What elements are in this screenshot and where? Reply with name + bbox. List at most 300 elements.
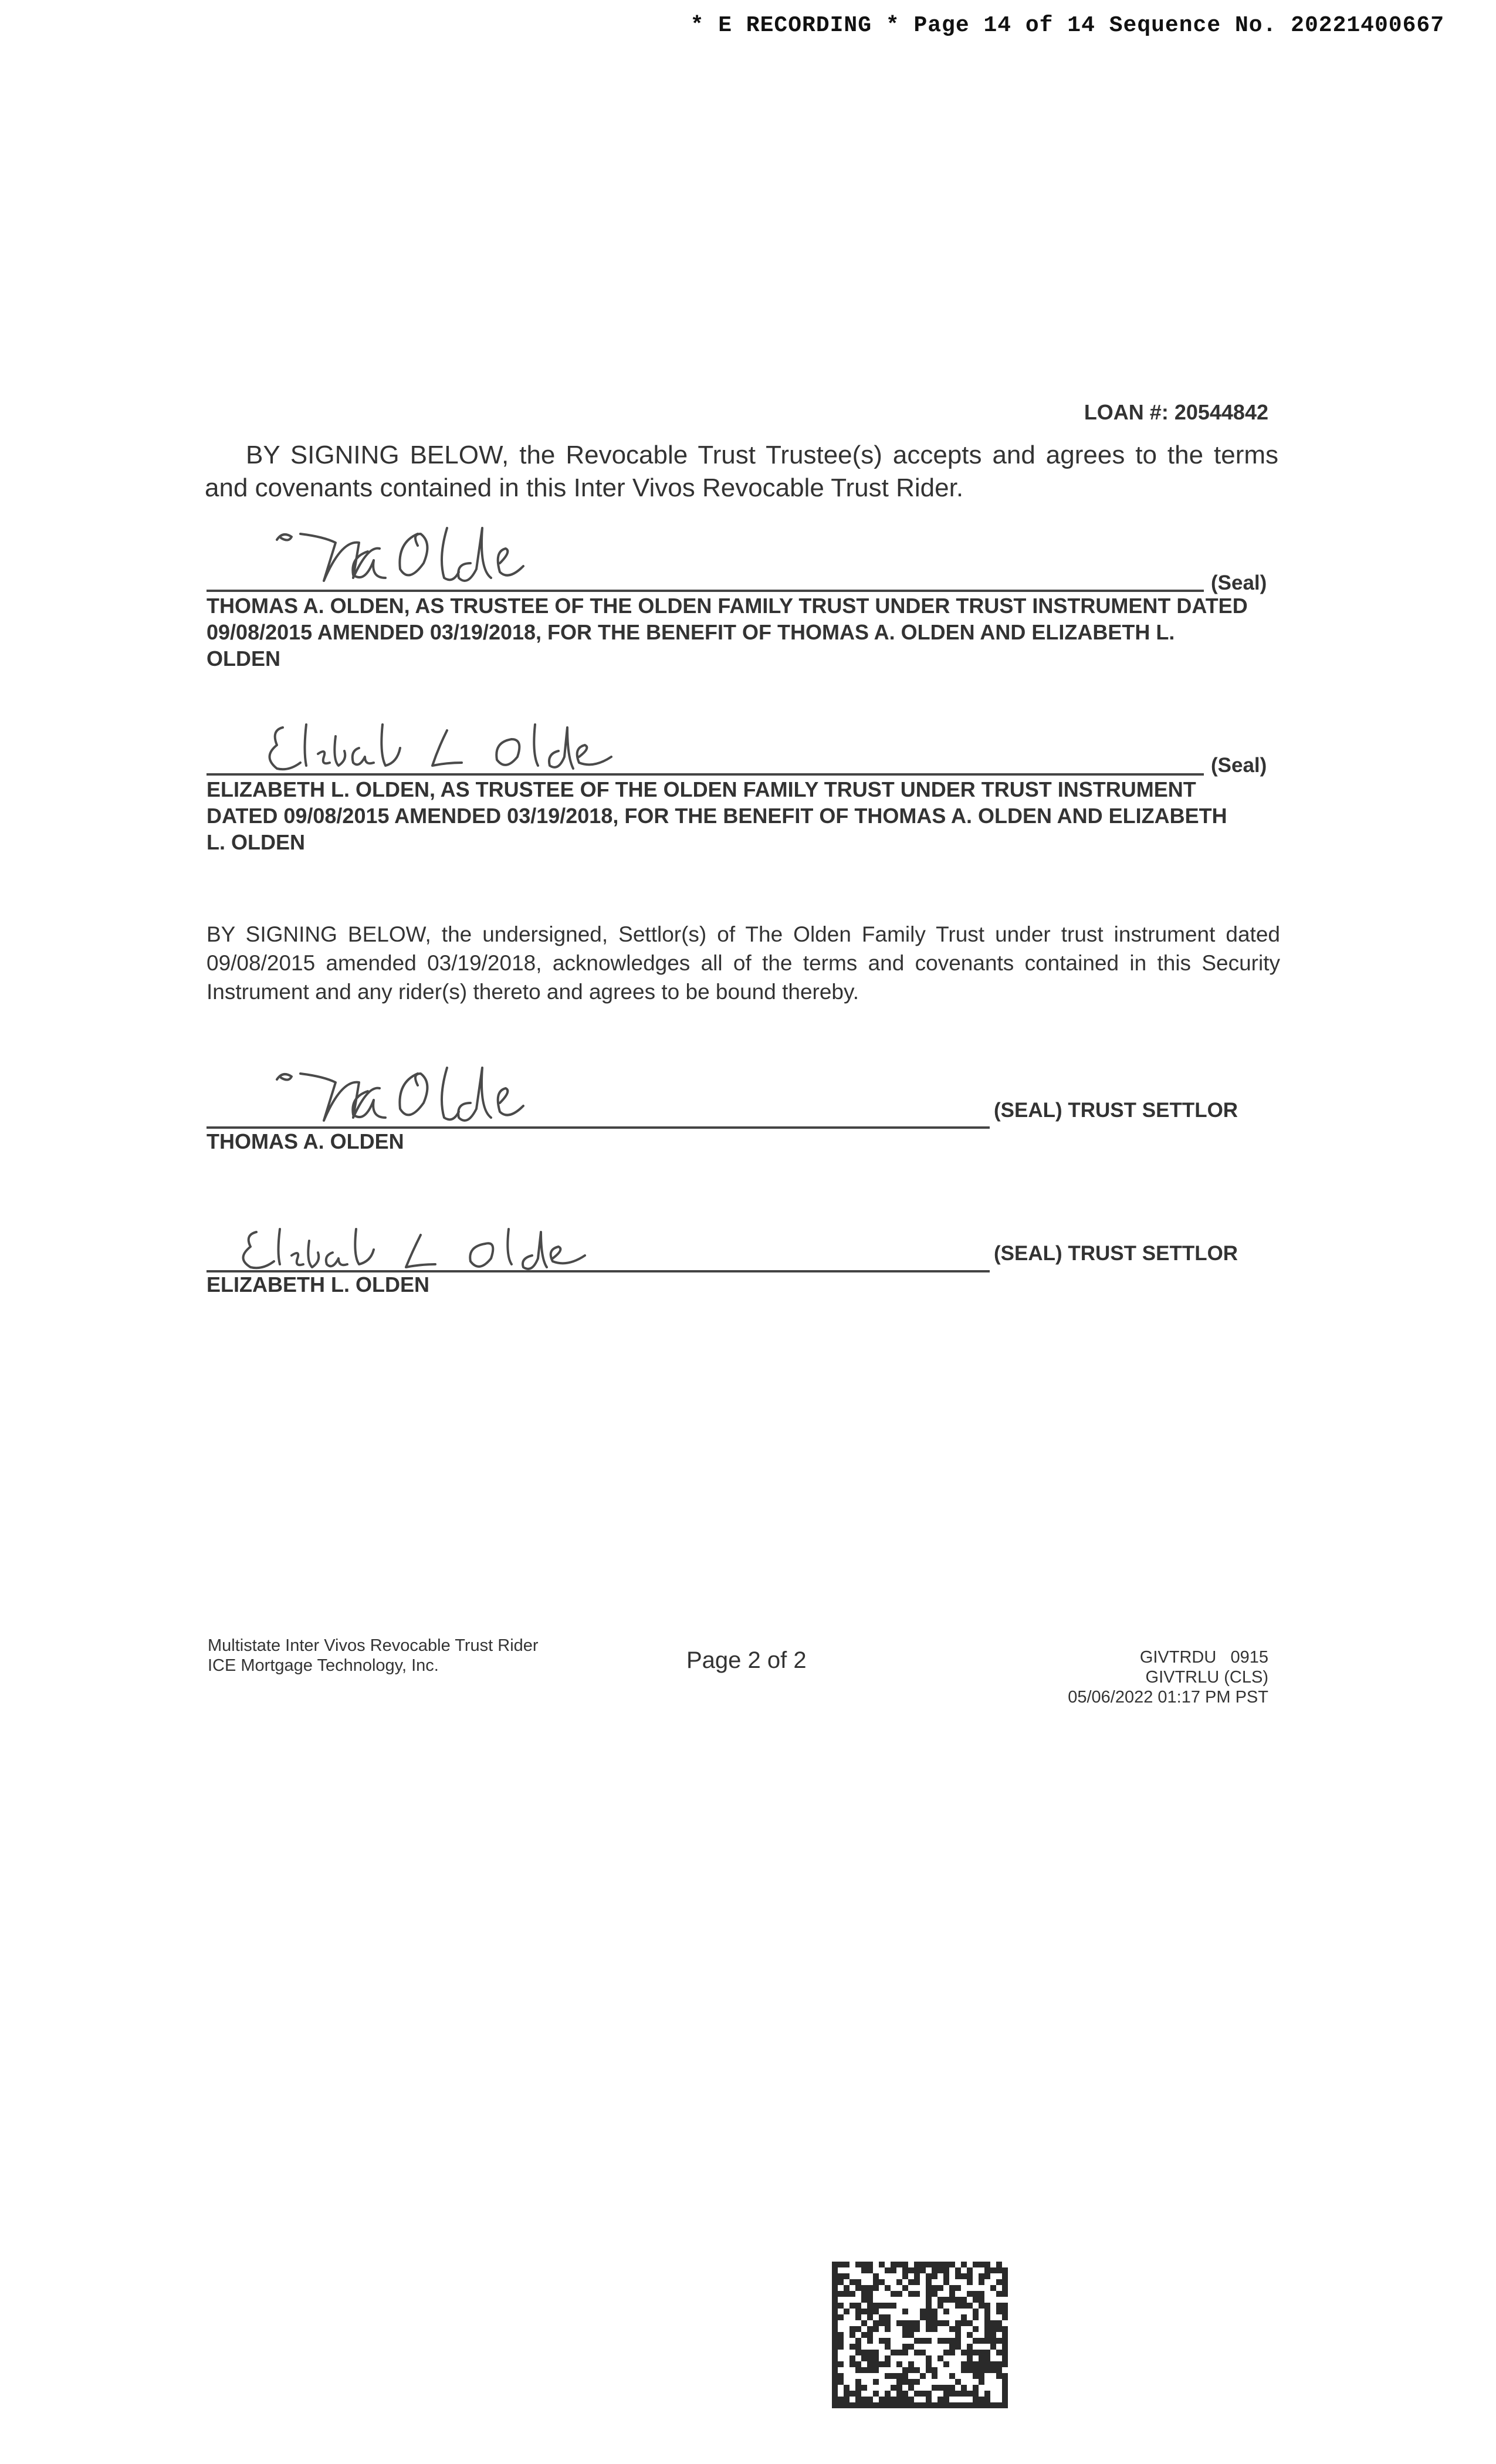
barcode-cell — [885, 2361, 891, 2367]
barcode-cell — [902, 2367, 908, 2373]
signature-line — [207, 590, 1204, 592]
barcode-cell — [973, 2314, 979, 2320]
barcode-cell — [955, 2303, 961, 2309]
barcode-cell — [832, 2309, 838, 2314]
barcode-cell — [832, 2373, 838, 2379]
barcode-cell — [1002, 2303, 1008, 2309]
barcode-cell — [902, 2262, 908, 2267]
barcode-cell — [973, 2350, 979, 2355]
barcode-cell — [844, 2397, 849, 2402]
barcode-cell — [996, 2338, 1002, 2344]
barcode-cell — [885, 2397, 891, 2402]
barcode-cell — [832, 2267, 838, 2273]
barcode-cell — [879, 2279, 885, 2285]
seal-label: (Seal) — [1211, 571, 1267, 594]
barcode-cell — [902, 2391, 908, 2397]
barcode-cell — [949, 2344, 955, 2350]
barcode-cell — [943, 2309, 949, 2314]
barcode-cell — [861, 2355, 867, 2361]
seal-label: (Seal) — [1211, 754, 1267, 777]
barcode-cell — [1002, 2379, 1008, 2385]
barcode-cell — [902, 2267, 908, 2273]
seal-label: (SEAL) TRUST SETTLOR — [994, 1099, 1238, 1122]
barcode-cell — [932, 2309, 937, 2314]
barcode-cell — [832, 2273, 838, 2279]
barcode-cell — [949, 2297, 955, 2303]
barcode-cell — [832, 2367, 838, 2373]
barcode-cell — [838, 2273, 844, 2279]
barcode-cell — [896, 2320, 902, 2326]
barcode-cell — [891, 2385, 896, 2391]
barcode-cell — [926, 2397, 932, 2402]
barcode-cell — [949, 2262, 955, 2267]
barcode-cell — [1002, 2279, 1008, 2285]
barcode-cell — [926, 2279, 932, 2285]
barcode-cell — [1002, 2291, 1008, 2297]
barcode-cell — [885, 2402, 891, 2408]
barcode-cell — [896, 2379, 902, 2385]
barcode-cell — [838, 2379, 844, 2385]
barcode-cell — [885, 2344, 891, 2350]
barcode-cell — [896, 2391, 902, 2397]
barcode-cell — [861, 2291, 867, 2297]
barcode-cell — [996, 2361, 1002, 2367]
barcode-cell — [879, 2397, 885, 2402]
barcode-cell — [855, 2397, 861, 2402]
barcode-cell — [914, 2273, 920, 2279]
barcode-cell — [873, 2303, 879, 2309]
barcode-cell — [832, 2326, 838, 2332]
barcode-cell — [849, 2361, 855, 2367]
barcode-cell — [961, 2273, 967, 2279]
barcode-cell — [1002, 2267, 1008, 2273]
barcode-cell — [891, 2267, 896, 2273]
form-code: GIVTRDU 0915 — [1139, 1648, 1268, 1667]
barcode-cell — [990, 2320, 996, 2326]
barcode-cell — [879, 2320, 885, 2326]
barcode-cell — [1002, 2397, 1008, 2402]
barcode-cell — [973, 2367, 979, 2373]
barcode-cell — [885, 2267, 891, 2273]
barcode-cell — [996, 2279, 1002, 2285]
barcode-cell — [832, 2350, 838, 2355]
barcode-cell — [849, 2344, 855, 2350]
barcode-cell — [979, 2350, 984, 2355]
barcode-cell — [967, 2279, 973, 2285]
barcode-cell — [1002, 2326, 1008, 2332]
barcode-cell — [855, 2326, 861, 2332]
barcode-cell — [902, 2320, 908, 2326]
barcode-cell — [967, 2320, 973, 2326]
barcode-cell — [902, 2332, 908, 2338]
barcode-cell — [926, 2402, 932, 2408]
barcode-cell — [908, 2344, 914, 2350]
barcode-cell — [920, 2391, 926, 2397]
barcode-cell — [1002, 2350, 1008, 2355]
barcode-cell — [844, 2291, 849, 2297]
barcode-cell — [908, 2367, 914, 2373]
barcode-cell — [838, 2332, 844, 2338]
barcode-cell — [932, 2273, 937, 2279]
handwritten-signature — [259, 713, 623, 777]
signer-caption: ELIZABETH L. OLDEN, AS TRUSTEE OF THE OLDEN FAMILY TRUST UNDER TRUST INSTRUMENT DATED 09/08/2015 AMENDED 03/19/2018, FOR THE BENEFIT OF THOMAS A. OLDEN AND ELIZABETH L. OLDEN — [207, 777, 1227, 854]
barcode-cell — [943, 2320, 949, 2326]
barcode-cell — [996, 2402, 1002, 2408]
barcode-cell — [832, 2320, 838, 2326]
barcode-cell — [914, 2391, 920, 2397]
barcode-cell — [832, 2332, 838, 2338]
barcode-cell — [984, 2350, 990, 2355]
barcode-cell — [861, 2350, 867, 2355]
barcode-cell — [937, 2303, 943, 2309]
barcode-cell — [849, 2303, 855, 2309]
barcode-cell — [902, 2402, 908, 2408]
barcode-cell — [967, 2350, 973, 2355]
barcode-cell — [838, 2344, 844, 2350]
handwritten-signature — [265, 1053, 594, 1129]
barcode-cell — [867, 2262, 873, 2267]
barcode-cell — [967, 2367, 973, 2373]
barcode-cell — [896, 2402, 902, 2408]
barcode-cell — [908, 2279, 914, 2285]
barcode-cell — [984, 2267, 990, 2273]
barcode-cell — [937, 2267, 943, 2273]
barcode-cell — [896, 2350, 902, 2355]
barcode-cell — [908, 2332, 914, 2338]
barcode-cell — [990, 2285, 996, 2291]
barcode-cell — [855, 2402, 861, 2408]
barcode-cell — [984, 2326, 990, 2332]
barcode-cell — [908, 2361, 914, 2367]
barcode-cell — [937, 2385, 943, 2391]
barcode-cell — [967, 2391, 973, 2397]
barcode-cell — [885, 2338, 891, 2344]
barcode-cell — [832, 2385, 838, 2391]
barcode-cell — [879, 2338, 885, 2344]
barcode-cell — [902, 2397, 908, 2402]
barcode-cell — [844, 2309, 849, 2314]
barcode-cell — [926, 2262, 932, 2267]
barcode-cell — [838, 2262, 844, 2267]
barcode-cell — [914, 2326, 920, 2332]
barcode-cell — [932, 2326, 937, 2332]
barcode-cell — [949, 2338, 955, 2344]
barcode-cell — [1002, 2314, 1008, 2320]
barcode-cell — [838, 2361, 844, 2367]
barcode-cell — [984, 2309, 990, 2314]
barcode-cell — [1002, 2355, 1008, 2361]
seal-label: (SEAL) TRUST SETTLOR — [994, 1242, 1238, 1265]
barcode-cell — [902, 2350, 908, 2355]
barcode-cell — [943, 2350, 949, 2355]
barcode-cell — [867, 2309, 873, 2314]
form-publisher: ICE Mortgage Technology, Inc. — [208, 1656, 439, 1675]
barcode-cell — [973, 2297, 979, 2303]
barcode-cell — [984, 2273, 990, 2279]
barcode-cell — [902, 2285, 908, 2291]
barcode-cell — [849, 2332, 855, 2338]
barcode-cell — [873, 2391, 879, 2397]
barcode-cell — [996, 2291, 1002, 2297]
barcode-cell — [914, 2402, 920, 2408]
barcode-cell — [867, 2291, 873, 2297]
barcode-cell — [873, 2273, 879, 2279]
barcode-cell — [926, 2273, 932, 2279]
barcode-cell — [984, 2262, 990, 2267]
barcode-cell — [967, 2344, 973, 2350]
barcode-cell — [926, 2291, 932, 2297]
barcode-cell — [926, 2320, 932, 2326]
barcode-cell — [943, 2338, 949, 2344]
barcode-cell — [961, 2297, 967, 2303]
barcode-cell — [855, 2262, 861, 2267]
barcode-cell — [838, 2402, 844, 2408]
barcode-cell — [832, 2279, 838, 2285]
barcode-cell — [984, 2391, 990, 2397]
barcode-cell — [984, 2397, 990, 2402]
barcode-cell — [844, 2285, 849, 2291]
barcode-cell — [937, 2285, 943, 2291]
barcode-cell — [937, 2402, 943, 2408]
barcode-cell — [891, 2350, 896, 2355]
barcode-cell — [955, 2326, 961, 2332]
barcode-cell — [896, 2385, 902, 2391]
barcode-cell — [961, 2402, 967, 2408]
barcode-cell — [955, 2273, 961, 2279]
barcode-cell — [967, 2402, 973, 2408]
barcode-cell — [908, 2267, 914, 2273]
barcode-cell — [984, 2355, 990, 2361]
barcode-cell — [996, 2303, 1002, 2309]
barcode-cell — [955, 2344, 961, 2350]
barcode-cell — [943, 2397, 949, 2402]
barcode-cell — [1002, 2344, 1008, 2350]
barcode-cell — [891, 2397, 896, 2402]
barcode-cell — [949, 2385, 955, 2391]
barcode-cell — [990, 2326, 996, 2332]
barcode-cell — [879, 2402, 885, 2408]
barcode-cell — [902, 2379, 908, 2385]
barcode-cell — [967, 2303, 973, 2309]
barcode-cell — [867, 2303, 873, 2309]
barcode-cell — [961, 2320, 967, 2326]
barcode-cell — [937, 2397, 943, 2402]
barcode-cell — [979, 2361, 984, 2367]
form-footer-left — [208, 1636, 539, 1676]
barcode-cell — [990, 2338, 996, 2344]
barcode-cell — [996, 2367, 1002, 2373]
barcode-cell — [832, 2285, 838, 2291]
barcode-cell — [867, 2314, 873, 2320]
barcode-cell — [984, 2320, 990, 2326]
barcode-cell — [855, 2350, 861, 2355]
barcode-cell — [996, 2326, 1002, 2332]
barcode-cell — [973, 2262, 979, 2267]
barcode-cell — [855, 2385, 861, 2391]
barcode-cell — [967, 2273, 973, 2279]
barcode-cell — [855, 2367, 861, 2373]
barcode-cell — [949, 2402, 955, 2408]
barcode-cell — [932, 2385, 937, 2391]
barcode-cell — [855, 2379, 861, 2385]
barcode-cell — [891, 2303, 896, 2309]
barcode-cell — [937, 2355, 943, 2361]
barcode-cell — [838, 2291, 844, 2297]
barcode-cell — [937, 2338, 943, 2344]
handwritten-signature — [233, 1223, 597, 1276]
barcode-cell — [908, 2291, 914, 2297]
barcode-cell — [873, 2379, 879, 2385]
barcode-cell — [920, 2350, 926, 2355]
barcode-cell — [844, 2262, 849, 2267]
recording-header: * E RECORDING * Page 14 of 14 Sequence No. 20221400667 — [690, 13, 1444, 38]
barcode-cell — [990, 2332, 996, 2338]
barcode-cell — [937, 2320, 943, 2326]
signature-line — [207, 773, 1204, 776]
barcode-cell — [943, 2402, 949, 2408]
barcode-cell — [832, 2303, 838, 2309]
barcode-cell — [844, 2385, 849, 2391]
barcode-cell — [838, 2397, 844, 2402]
trustee-signature-block-2 — [207, 713, 1280, 889]
barcode-cell — [932, 2373, 937, 2379]
barcode-cell — [932, 2320, 937, 2326]
barcode-cell — [885, 2391, 891, 2397]
barcode-cell — [949, 2291, 955, 2297]
barcode-cell — [996, 2350, 1002, 2355]
barcode-cell — [984, 2314, 990, 2320]
barcode-cell — [873, 2309, 879, 2314]
barcode-cell — [914, 2279, 920, 2285]
barcode-cell — [937, 2262, 943, 2267]
barcode-cell — [1002, 2391, 1008, 2397]
barcode-cell — [932, 2262, 937, 2267]
barcode-cell — [896, 2262, 902, 2267]
page-number: Page 2 of 2 — [686, 1647, 807, 1673]
signer-caption: THOMAS A. OLDEN, AS TRUSTEE OF THE OLDEN FAMILY TRUST UNDER TRUST INSTRUMENT DATED 09/08/2015 AMENDED 03/19/2018, FOR THE BENEFIT OF THOMAS A. OLDEN AND ELIZABETH L. OLDEN — [207, 594, 1248, 671]
barcode-cell — [990, 2267, 996, 2273]
barcode-cell — [967, 2361, 973, 2367]
barcode-cell — [1002, 2309, 1008, 2314]
barcode-cell — [932, 2314, 937, 2320]
barcode-cell — [996, 2320, 1002, 2326]
barcode-cell — [920, 2373, 926, 2379]
barcode-cell — [867, 2397, 873, 2402]
barcode-cell — [861, 2402, 867, 2408]
barcode-cell — [832, 2314, 838, 2320]
barcode-cell — [1002, 2373, 1008, 2379]
barcode-cell — [979, 2338, 984, 2344]
barcode-cell — [932, 2285, 937, 2291]
barcode-cell — [855, 2279, 861, 2285]
barcode-cell — [926, 2285, 932, 2291]
barcode-cell — [979, 2297, 984, 2303]
form-code-secondary: GIVTRLU (CLS) — [1145, 1668, 1268, 1687]
barcode-cell — [949, 2285, 955, 2291]
barcode-cell — [855, 2314, 861, 2320]
barcode-cell — [984, 2402, 990, 2408]
barcode-cell — [914, 2338, 920, 2344]
barcode-cell — [961, 2350, 967, 2355]
barcode-cell — [979, 2397, 984, 2402]
barcode-cell — [979, 2355, 984, 2361]
barcode-cell — [961, 2385, 967, 2391]
barcode-cell — [973, 2338, 979, 2344]
barcode-cell — [896, 2373, 902, 2379]
barcode-cell — [979, 2291, 984, 2297]
settlor-signature-block-1 — [207, 1053, 1280, 1170]
barcode-cell — [1002, 2338, 1008, 2344]
print-timestamp: 05/06/2022 01:17 PM PST — [1068, 1688, 1268, 1707]
barcode-cell — [961, 2367, 967, 2373]
barcode-cell — [867, 2355, 873, 2361]
barcode-cell — [926, 2309, 932, 2314]
barcode-cell — [914, 2291, 920, 2297]
2d-barcode-icon — [832, 2262, 1008, 2408]
barcode-cell — [973, 2309, 979, 2314]
barcode-cell — [902, 2273, 908, 2279]
barcode-cell — [914, 2367, 920, 2373]
barcode-cell — [1002, 2361, 1008, 2367]
barcode-cell — [979, 2367, 984, 2373]
barcode-cell — [961, 2262, 967, 2267]
trustee-signature-block-1 — [207, 516, 1280, 692]
barcode-cell — [849, 2402, 855, 2408]
barcode-cell — [943, 2273, 949, 2279]
barcode-cell — [891, 2373, 896, 2379]
barcode-cell — [996, 2309, 1002, 2314]
barcode-cell — [914, 2350, 920, 2355]
settlor-intro-paragraph: BY SIGNING BELOW, the undersigned, Settlor(s) of The Olden Family Trust under trust instrument dated 09/08/2015 amended 03/19/2018, acknowledges all of the terms and covenants contained in this Security Instrument and any rider(s) thereto and agrees to be bound thereby. — [207, 922, 1280, 1004]
barcode-cell — [873, 2326, 879, 2332]
barcode-cell — [990, 2402, 996, 2408]
barcode-cell — [873, 2402, 879, 2408]
barcode-cell — [973, 2397, 979, 2402]
barcode-cell — [943, 2385, 949, 2391]
barcode-cell — [932, 2367, 937, 2373]
barcode-cell — [914, 2267, 920, 2273]
barcode-cell — [920, 2338, 926, 2344]
barcode-cell — [955, 2285, 961, 2291]
barcode-cell — [990, 2361, 996, 2367]
barcode-cell — [855, 2309, 861, 2314]
barcode-cell — [873, 2361, 879, 2367]
barcode-cell — [832, 2291, 838, 2297]
barcode-cell — [855, 2344, 861, 2350]
barcode-cell — [932, 2291, 937, 2297]
barcode-cell — [873, 2355, 879, 2361]
barcode-cell — [979, 2273, 984, 2279]
barcode-cell — [973, 2391, 979, 2397]
barcode-cell — [891, 2262, 896, 2267]
signer-caption: ELIZABETH L. OLDEN — [207, 1272, 429, 1297]
barcode-cell — [891, 2291, 896, 2297]
barcode-cell — [979, 2303, 984, 2309]
barcode-cell — [861, 2320, 867, 2326]
barcode-cell — [849, 2326, 855, 2332]
barcode-cell — [979, 2379, 984, 2385]
barcode-cell — [926, 2338, 932, 2344]
barcode-cell — [891, 2402, 896, 2408]
barcode-cell — [844, 2402, 849, 2408]
barcode-cell — [832, 2262, 838, 2267]
barcode-cell — [838, 2279, 844, 2285]
barcode-cell — [861, 2332, 867, 2338]
barcode-cell — [867, 2367, 873, 2373]
barcode-cell — [844, 2273, 849, 2279]
barcode-cell — [943, 2361, 949, 2367]
barcode-cell — [879, 2303, 885, 2309]
